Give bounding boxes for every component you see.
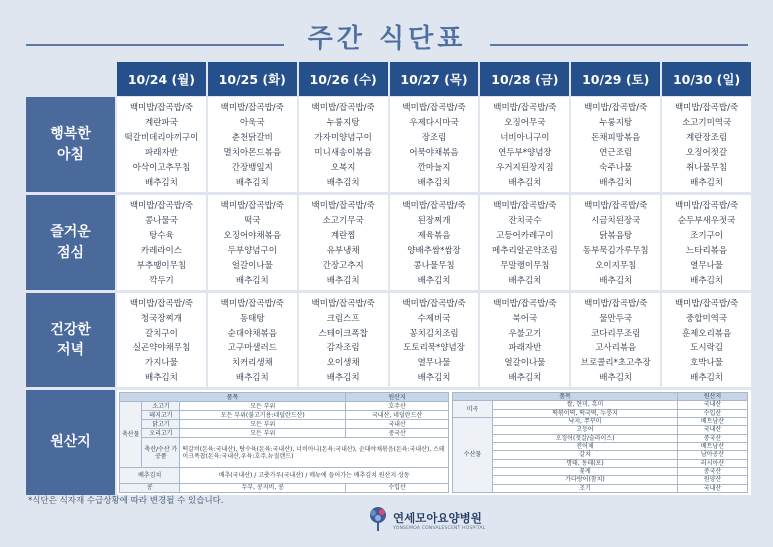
- dish-item: 치커리생채: [231, 357, 273, 368]
- dish-item: 부추땡이무침: [136, 260, 187, 271]
- origin-subcategory: 오리고기: [142, 429, 180, 438]
- dish-item: 배추김치: [508, 275, 542, 286]
- day-header-cell: 10/26 (수): [299, 62, 390, 96]
- meal-row-dinner: [26, 293, 751, 387]
- dish-item: 코다리무조림: [591, 328, 641, 339]
- day-header-cell: 10/27 (목): [390, 62, 481, 96]
- dish-item: 감자조림: [326, 343, 360, 354]
- day-header: [117, 62, 751, 96]
- tree-logo-icon: [366, 505, 390, 535]
- dish-item: 가지나물: [145, 357, 178, 368]
- meal-days: [117, 195, 751, 290]
- day-menu: [662, 97, 751, 192]
- origin-country: 남아공산: [678, 451, 748, 459]
- dish-item: 배추김치: [326, 275, 360, 286]
- dish-item: 순대야채볶음: [227, 328, 277, 339]
- dish-item: 탕수육: [149, 231, 174, 242]
- origin-category: 축산물: [120, 402, 142, 468]
- dish-item: 가자미양념구이: [314, 133, 372, 144]
- origin-item: 전어채: [493, 442, 678, 450]
- origin-item: 꽃게: [493, 467, 678, 475]
- hospital-logo: [366, 505, 485, 535]
- dish-item: 배추김치: [690, 275, 724, 286]
- dish-item: 도토리묵*양념장: [403, 343, 465, 354]
- day-menu: [480, 195, 571, 290]
- origin-row-entry: [120, 402, 449, 411]
- dish-item: 백미밥/잡곡밥/죽: [220, 201, 284, 212]
- dish-item: 백미밥/잡곡밥/죽: [129, 201, 194, 212]
- day-menu: [208, 293, 299, 387]
- meal-row-lunch: [26, 195, 751, 290]
- origin-item: 떡볶이떡, 떡국떡, 누룽지: [493, 409, 678, 417]
- dish-item: 백미밥/잡곡밥/죽: [493, 103, 557, 114]
- origin-row-entry: [453, 401, 748, 409]
- origin-country: 호주산: [346, 402, 449, 411]
- origin-row-entry: [453, 434, 748, 442]
- dish-item: 깐마늘지: [417, 162, 451, 173]
- day-menu: [208, 195, 299, 290]
- dish-item: 어묵야채볶음: [409, 147, 459, 158]
- dish-item: 배추김치: [599, 177, 633, 188]
- dish-item: 소고기미역국: [681, 118, 732, 129]
- dish-item: 동부묵김가루무침: [582, 245, 649, 256]
- origin-table-left: [119, 392, 449, 493]
- dish-item: 백미밥/잡곡밥/죽: [129, 103, 194, 114]
- origin-col-item: 품목: [453, 393, 678, 401]
- hospital-english-name: YONSEMOA CONVALESCENT HOSPITAL: [393, 525, 486, 531]
- dish-item: 오복지: [330, 162, 356, 173]
- day-menu: [390, 293, 481, 387]
- menu-change-note: *식단은 식자재 수급상황에 따라 변경될 수 있습니다.: [28, 496, 224, 506]
- dish-item: 배추김치: [235, 177, 269, 188]
- dish-item: 파래자반: [145, 147, 178, 158]
- dish-item: 닭볶음탕: [599, 231, 633, 242]
- meal-label: 즐거운 점심: [26, 195, 115, 290]
- origin-table-right: [452, 392, 748, 493]
- day-menu: [571, 293, 662, 387]
- dish-item: 너비아니구이: [500, 133, 550, 144]
- dish-item: 장조림: [421, 133, 447, 144]
- day-menu: [571, 97, 662, 192]
- day-menu: [117, 97, 208, 192]
- dish-item: 오이생채: [326, 357, 360, 368]
- dish-item: 얼갈이나물: [231, 260, 273, 271]
- dish-item: 수제비국: [417, 313, 451, 324]
- dish-item: 북어국: [512, 313, 538, 324]
- day-menu: [299, 195, 390, 290]
- origin-country: 수입산: [346, 483, 449, 492]
- day-menu: [117, 293, 208, 387]
- dish-item: 파래자반: [508, 343, 542, 354]
- origin-country: 국내산: [678, 401, 748, 409]
- dish-item: 백미밥/잡곡밥/죽: [493, 201, 557, 212]
- dish-item: 된장찌개: [417, 216, 451, 227]
- dish-item: 깍두기: [149, 275, 174, 286]
- origin-subcategory: 돼지고기: [142, 411, 180, 420]
- dish-item: 미니새송이볶음: [314, 147, 372, 158]
- origin-category: 미곡: [453, 401, 493, 418]
- origin-item: 모든 부위(불고기용:네덜란드산): [180, 411, 346, 420]
- day-header-cell: 10/28 (금): [480, 62, 571, 96]
- origin-label: 원산지: [26, 390, 115, 495]
- day-header-cell: 10/24 (월): [117, 62, 208, 96]
- dish-item: 누룽지탕: [599, 118, 633, 129]
- origin-country: 국내산: [346, 420, 449, 429]
- dish-item: 꽁치김치조림: [409, 328, 459, 339]
- dish-item: 누룽지탕: [326, 118, 360, 129]
- dish-item: 우거지된장지짐: [496, 162, 554, 173]
- origin-item: 고등어: [493, 426, 678, 434]
- origin-row-entry: [453, 442, 748, 450]
- dish-item: 동태탕: [239, 313, 265, 324]
- origin-country: 베트남산: [678, 442, 748, 450]
- meal-row-breakfast: [26, 97, 751, 192]
- origin-country: 중국산: [678, 434, 748, 442]
- day-header-cell: 10/29 (토): [571, 62, 662, 96]
- origin-row-entry: [120, 438, 449, 468]
- dish-item: 고사리볶음: [595, 343, 637, 354]
- dish-item: 배추김치: [599, 275, 633, 286]
- dish-item: 순두부새우젓국: [677, 216, 736, 227]
- dish-item: 청국장찌개: [140, 313, 182, 324]
- dish-item: 연두부*양념장: [498, 147, 552, 158]
- origin-item: 모든 부위: [180, 429, 346, 438]
- origin-row-entry: [120, 420, 449, 429]
- origin-row-entry: [453, 451, 748, 459]
- dish-item: 고구마샐러드: [227, 343, 277, 354]
- dish-item: 멸치아몬드볶음: [223, 147, 282, 158]
- origin-country: 중국산: [346, 429, 449, 438]
- origin-country: 수입산: [678, 409, 748, 417]
- origin-category: 콩: [120, 483, 180, 492]
- title-divider-right: [490, 44, 748, 46]
- dish-item: 백미밥/잡곡밥/죽: [674, 201, 739, 212]
- dish-item: 콩나물무침: [413, 260, 455, 271]
- origin-row-entry: [120, 483, 449, 492]
- dish-item: 도시락김: [690, 343, 724, 354]
- dish-item: 제육볶음: [417, 231, 451, 242]
- origin-row-entry: [453, 467, 748, 475]
- dish-item: 배추김치: [235, 275, 269, 286]
- day-menu: [662, 195, 751, 290]
- origin-row-entry: [120, 411, 449, 420]
- day-menu: [662, 293, 751, 387]
- dish-item: 크림스프: [326, 313, 360, 324]
- origin-country: 원양산: [678, 476, 748, 484]
- origin-item: 낙지, 쭈꾸미: [493, 417, 678, 425]
- origin-item: 오징어(젓갈/슬라이스): [493, 434, 678, 442]
- dish-item: 잔치국수: [508, 216, 542, 227]
- dish-item: 계란파국: [145, 118, 178, 129]
- origin-item: 두부, 콩지비, 콩: [180, 483, 346, 492]
- dish-item: 백미밥/잡곡밥/죽: [129, 299, 194, 310]
- origin-row-entry: [120, 467, 449, 483]
- dish-item: 콩나물국: [145, 216, 178, 227]
- day-menu: [390, 97, 481, 192]
- dish-item: 백미밥/잡곡밥/죽: [402, 299, 466, 310]
- origin-subcategory: 소고기: [142, 402, 180, 411]
- dish-item: 백미밥/잡곡밥/죽: [220, 299, 284, 310]
- origin-col-origin: 원산지: [346, 393, 449, 402]
- day-header-cell: 10/30 (일): [662, 62, 751, 96]
- dish-item: 호박나물: [690, 357, 724, 368]
- dish-item: 백미밥/잡곡밥/죽: [674, 299, 739, 310]
- dish-item: 백미밥/잡곡밥/죽: [584, 201, 648, 212]
- dish-item: 메추리알곤약조림: [492, 245, 558, 256]
- dish-item: 시금치된장국: [591, 216, 641, 227]
- dish-item: 아욱국: [239, 118, 265, 129]
- origin-row-entry: [453, 476, 748, 484]
- dish-item: 열무나물: [690, 260, 724, 271]
- dish-item: 양배추쌈*쌈장: [407, 245, 461, 256]
- dish-item: 카레라이스: [140, 245, 182, 256]
- dish-item: 중합미역국: [686, 313, 728, 324]
- meal-label: 행복한 아침: [26, 97, 115, 192]
- dish-item: 백미밥/잡곡밥/죽: [584, 299, 648, 310]
- dish-item: 배추김치: [417, 372, 451, 383]
- dish-item: 배추김치: [145, 177, 178, 188]
- origin-row-entry: [453, 459, 748, 467]
- day-menu: [299, 97, 390, 192]
- origin-country: 국내산: [678, 484, 748, 492]
- dish-item: 배추김치: [417, 177, 451, 188]
- dish-item: 고등어카레구이: [496, 231, 554, 242]
- origin-table-area: [117, 390, 751, 495]
- origin-row-entry: [453, 426, 748, 434]
- title-divider-left: [26, 44, 284, 46]
- dish-item: 배추김치: [690, 177, 724, 188]
- dish-item: 백미밥/잡곡밥/죽: [584, 103, 648, 114]
- dish-item: 배추김치: [145, 372, 178, 383]
- day-menu: [208, 97, 299, 192]
- origin-subcategory: 닭고기: [142, 420, 180, 429]
- day-menu: [299, 293, 390, 387]
- dish-item: 백미밥/잡곡밥/죽: [311, 103, 375, 114]
- dish-item: 연근조림: [599, 147, 633, 158]
- dish-item: 백미밥/잡곡밥/죽: [402, 201, 466, 212]
- dish-item: 배추김치: [690, 372, 724, 383]
- origin-item: 쌀, 현미, 흑미: [493, 401, 678, 409]
- dish-item: 배추김치: [508, 372, 542, 383]
- dish-item: 조기구이: [690, 231, 724, 242]
- origin-country: 국내산, 네덜란드산: [346, 411, 449, 420]
- dish-item: 배추김치: [326, 177, 360, 188]
- dish-item: 돈채피망볶음: [591, 133, 641, 144]
- dish-item: 백미밥/잡곡밥/죽: [493, 299, 557, 310]
- dish-item: 오이지무침: [595, 260, 637, 271]
- origin-category: 배추김치: [120, 467, 180, 483]
- title-area: [0, 18, 773, 58]
- dish-item: 간장뱅잎지: [231, 162, 273, 173]
- dish-item: 소고기무국: [322, 216, 364, 227]
- meal-label: 건강한 저녁: [26, 293, 115, 387]
- origin-item: 떡갈비(돈육:국내산), 탕수육(돈육:국내산), 너비아니(돈육:국내산), 순대야채볶음(돈육:국내산), 스테이크폭찹(돈육:국내산,우육:호주,뉴질랜드): [180, 438, 449, 468]
- origin-item: 모든 부위: [180, 402, 346, 411]
- origin-country: 베트남산: [678, 417, 748, 425]
- dish-item: 숙주나물: [599, 162, 633, 173]
- origin-country: 국내산: [678, 426, 748, 434]
- day-menu: [480, 97, 571, 192]
- dish-item: 오징어야채볶음: [223, 231, 282, 242]
- dish-item: 배추김치: [417, 275, 451, 286]
- dish-item: 계란장조림: [686, 133, 728, 144]
- origin-col-origin: 원산지: [678, 393, 748, 401]
- origin-item: 명태, 동태(포): [493, 459, 678, 467]
- dish-item: 열무나물: [417, 357, 451, 368]
- dish-item: 아삭이고추무침: [132, 162, 191, 173]
- origin-row-entry: [120, 429, 449, 438]
- meal-days: [117, 97, 751, 192]
- dish-item: 백미밥/잡곡밥/죽: [311, 299, 375, 310]
- page-title: 주간 식단표: [307, 24, 467, 54]
- dish-item: 떡갈비데리야끼구이: [124, 133, 199, 144]
- dish-item: 간장고추지: [322, 260, 364, 271]
- dish-item: 갈치구이: [145, 328, 178, 339]
- origin-item: 배추(국내산) / 고춧가루(국내산) / 메뉴에 들어가는 배추김치 원산지 상동: [180, 467, 449, 483]
- dish-item: 두부양념구이: [227, 245, 277, 256]
- day-menu: [480, 293, 571, 387]
- origin-row-entry: [453, 417, 748, 425]
- dish-item: 우제다시마국: [409, 118, 459, 129]
- dish-item: 스테이크폭찹: [318, 328, 368, 339]
- hospital-name: 연세모아요양병원: [393, 510, 482, 525]
- dish-item: 배추김치: [508, 177, 542, 188]
- dish-item: 백미밥/잡곡밥/죽: [220, 103, 284, 114]
- origin-item: 모든 부위: [180, 420, 346, 429]
- dish-item: 유부냉채: [326, 245, 360, 256]
- meal-days: [117, 293, 751, 387]
- dish-item: 취나물무침: [686, 162, 728, 173]
- dish-item: 계란찜: [330, 231, 356, 242]
- day-header-cell: 10/25 (화): [208, 62, 299, 96]
- dish-item: 브로콜리*초고추장: [580, 357, 651, 368]
- dish-item: 무말랭이무침: [500, 260, 550, 271]
- origin-subcategory: 축산/수산 가공품: [142, 438, 180, 468]
- dish-item: 배추김치: [326, 372, 360, 383]
- dish-item: 느타리볶음: [686, 245, 728, 256]
- dish-item: 우불고기: [508, 328, 542, 339]
- day-menu: [117, 195, 208, 290]
- dish-item: 춘천닭갈비: [231, 133, 273, 144]
- origin-item: 조기: [493, 484, 678, 492]
- dish-item: 백미밥/잡곡밥/죽: [311, 201, 375, 212]
- dish-item: 오징어무국: [504, 118, 546, 129]
- origin-item: 가다랑어(참치): [493, 476, 678, 484]
- dish-item: 백미밥/잡곡밥/죽: [402, 103, 466, 114]
- day-menu: [390, 195, 481, 290]
- origin-category: 수산물: [453, 417, 493, 492]
- origin-row-entry: [453, 484, 748, 492]
- origin-row: [26, 390, 751, 495]
- origin-col-item: 품목: [120, 393, 346, 402]
- dish-item: 배추김치: [599, 372, 633, 383]
- dish-item: 물만두국: [599, 313, 633, 324]
- dish-item: 오징어젓갈: [686, 147, 728, 158]
- dish-item: 백미밥/잡곡밥/죽: [674, 103, 739, 114]
- dish-item: 실곤약야채무침: [132, 343, 191, 354]
- dish-item: 훈제오리볶음: [681, 328, 732, 339]
- origin-row-entry: [453, 409, 748, 417]
- origin-country: 중국산: [678, 467, 748, 475]
- origin-item: 갈치: [493, 451, 678, 459]
- dish-item: 떡국: [244, 216, 261, 227]
- dish-item: 얼갈이나물: [504, 357, 546, 368]
- origin-country: 러시아산: [678, 459, 748, 467]
- day-menu: [571, 195, 662, 290]
- dish-item: 배추김치: [235, 372, 269, 383]
